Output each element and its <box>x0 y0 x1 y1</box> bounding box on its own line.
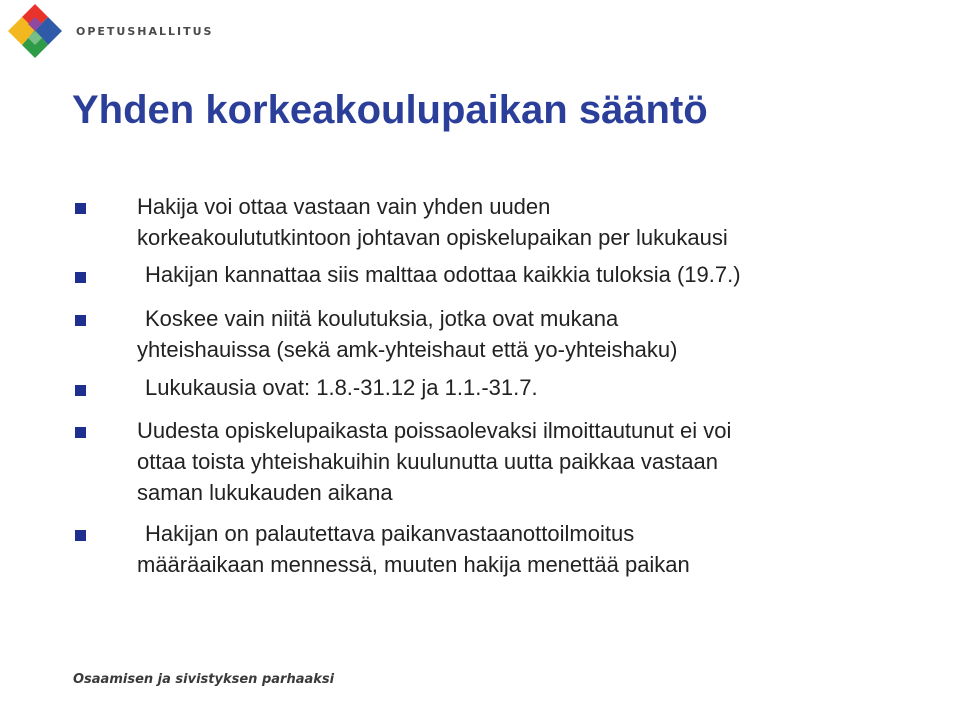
slide-title: Yhden korkeakoulupaikan sääntö <box>72 88 708 132</box>
diamond-logo-icon <box>6 2 64 60</box>
organization-logo <box>6 2 213 60</box>
bullet-text: Lukukausia ovat: 1.8.-31.12 ja 1.1.-31.7. <box>145 375 538 400</box>
square-bullet-icon <box>75 385 86 396</box>
bullet-text: Hakijan kannattaa siis malttaa odottaa kaikkia tuloksia (19.7.) <box>145 262 741 287</box>
bullet-text: Hakija voi ottaa vastaan vain yhden uuden korkeakoulututkintoon johtavan opiskelupaikan per lukukausi <box>137 194 728 250</box>
square-bullet-icon <box>75 315 86 326</box>
logo-text: OPETUSHALLITUS <box>76 24 214 38</box>
square-bullet-icon <box>75 427 86 438</box>
square-bullet-icon <box>75 203 86 214</box>
bullet-text: Hakijan on palautettava paikanvastaanottoilmoitus määräaikaan mennessä, muuten hakija menettää paikan <box>137 521 690 577</box>
bullet-text: Uudesta opiskelupaikasta poissaolevaksi ilmoittautunut ei voi ottaa toista yhteishakuihin kuulunutta uutta paikkaa vastaan saman lukukauden aikana <box>137 418 732 505</box>
square-bullet-icon <box>75 272 86 283</box>
bullet-text: Koskee vain niitä koulutuksia, jotka ovat mukana yhteishauissa (sekä amk-yhteishaut että yo-yhteishaku) <box>137 306 678 362</box>
footer-slogan: Osaamisen ja sivistyksen parhaaksi <box>73 672 335 687</box>
square-bullet-icon <box>75 530 86 541</box>
